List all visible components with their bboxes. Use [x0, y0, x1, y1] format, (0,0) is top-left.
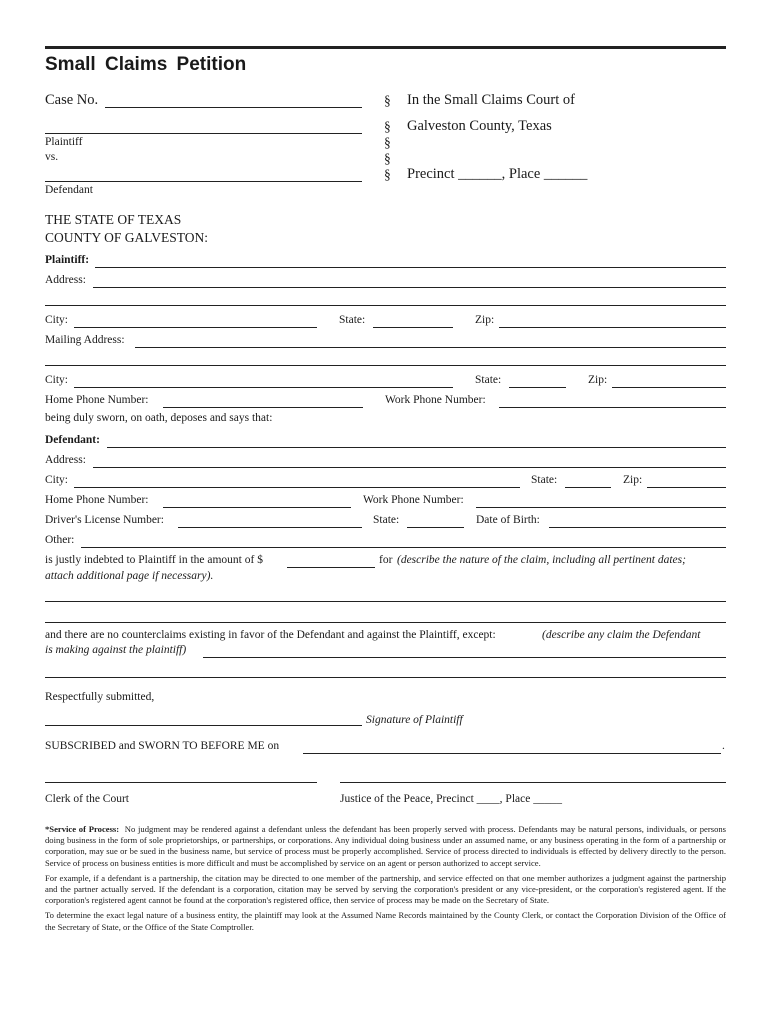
- defendant-name-input[interactable]: [107, 447, 726, 448]
- court-line-2: Galveston County, Texas: [407, 118, 552, 134]
- plaintiff-city-input[interactable]: [74, 327, 317, 328]
- defendant-home-phone-label: Home Phone Number:: [45, 494, 149, 506]
- plaintiff-work-phone-label: Work Phone Number:: [385, 394, 486, 406]
- claim-describe-text-2: attach additional page if necessary).: [45, 570, 214, 582]
- defendant-license-row: [45, 514, 726, 532]
- defendant-dob-label: Date of Birth:: [476, 514, 540, 526]
- plaintiff-home-phone-input[interactable]: [163, 407, 363, 408]
- defendant-city-row: [45, 474, 726, 492]
- plaintiff-address-line-2[interactable]: [45, 305, 726, 306]
- claim-description-line-2[interactable]: [45, 622, 726, 623]
- plaintiff-mailing-line-2[interactable]: [45, 365, 726, 366]
- claim-amount-text: is justly indebted to Plaintiff in the amount of $: [45, 554, 263, 566]
- subscribed-text: SUBSCRIBED and SWORN TO BEFORE ME on: [45, 740, 280, 752]
- counterclaim-text: and there are no counterclaims existing in favor of the Defendant and against the Plaintiff, except:: [45, 629, 496, 641]
- defendant-city-label: City:: [45, 474, 69, 486]
- defendant-city-input[interactable]: [74, 487, 520, 488]
- plaintiff-name-field[interactable]: [45, 133, 362, 134]
- plaintiff-city2-row: [45, 374, 726, 392]
- plaintiff-address-input[interactable]: [93, 287, 726, 288]
- top-rule: [45, 46, 726, 49]
- claim-describe-text: (describe the nature of the claim, including all pertinent dates;: [397, 554, 686, 566]
- plaintiff-row: [45, 254, 726, 272]
- section-mark: §: [384, 93, 391, 108]
- defendant-other-label: Other:: [45, 534, 75, 546]
- claim-description-line-1[interactable]: [45, 601, 726, 602]
- defendant-license-state-input[interactable]: [407, 527, 464, 528]
- defendant-state-label: State:: [531, 474, 558, 486]
- defendant-license-input[interactable]: [178, 527, 362, 528]
- plaintiff-city-row: [45, 314, 726, 332]
- defendant-work-phone-input[interactable]: [476, 507, 726, 508]
- section-mark: §: [384, 135, 391, 150]
- defendant-license-label: Driver's License Number:: [45, 514, 164, 526]
- precinct-line: Precinct ______, Place ______: [407, 166, 588, 182]
- defendant-address-row: [45, 454, 726, 472]
- defendant-dob-input[interactable]: [549, 527, 726, 528]
- section-mark: §: [384, 151, 391, 166]
- case-no-label: Case No.: [45, 92, 99, 108]
- notice-paragraph-2: For example, if a defendant is a partnership, the citation may be directed to one member of the partnership, and service effected on that one member authorizes a judgment against the partnership and the partner actually served. If the defendant is a corporation, citation may be served by serving the corporation's president or any vice-president, or the corporation's registered agent. If the corporation's registered agent cannot be found at the corporation's registered office, then service of process may be made on the Secretary of State.: [45, 872, 726, 906]
- plaintiff-state2-input[interactable]: [509, 387, 566, 388]
- section-mark: §: [384, 167, 391, 182]
- service-of-process-notice: [45, 824, 726, 937]
- clerk-label: Clerk of the Court: [45, 793, 129, 805]
- notice-p1-text: No judgment may be rendered against a defendant unless the defendant has been properly served with process. Defendants may be natural persons, individuals, or persons doing business in the form of sole proprietorships, or partnerships, or corporations. Any individual doing business under an assumed name, or any business operating in the form of a partnership or corporation, may sue or be sued in the business name, but service of process must be properly accomplished. Service of process directed to individuals is effected by delivery directly to the person. Service of process on business entities is more difficult and must be accomplished by service on an agent or person authorized to accept service.: [45, 824, 727, 868]
- claim-for-text: for: [379, 554, 393, 566]
- plaintiff-address-label: Address:: [45, 274, 86, 286]
- plaintiff-state-label: State:: [339, 314, 366, 326]
- defendant-zip-input[interactable]: [647, 487, 726, 488]
- plaintiff-caption-label: Plaintiff: [45, 136, 83, 148]
- notice-paragraph-1: [45, 824, 726, 869]
- notice-paragraph-3: To determine the exact legal nature of a business entity, the plaintiff may look at the Assumed Name Records maintained by the County Clerk, or contact the Corporation Division of the Office of the Secretary of State, or the Office of the State Comptroller.: [45, 910, 726, 932]
- plaintiff-city2-input[interactable]: [74, 387, 453, 388]
- defendant-name-field[interactable]: [45, 181, 362, 182]
- sworn-text: being duly sworn, on oath, deposes and says that:: [45, 412, 273, 424]
- defendant-heading: Defendant:: [45, 434, 100, 446]
- defendant-address-label: Address:: [45, 454, 86, 466]
- section-mark: §: [384, 119, 391, 134]
- defendant-home-phone-input[interactable]: [163, 507, 351, 508]
- plaintiff-zip2-input[interactable]: [612, 387, 726, 388]
- plaintiff-heading: Plaintiff:: [45, 254, 90, 266]
- defendant-zip-label: Zip:: [623, 474, 643, 486]
- plaintiff-zip-label: Zip:: [475, 314, 495, 326]
- plaintiff-city-label: City:: [45, 314, 69, 326]
- plaintiff-zip-input[interactable]: [499, 327, 726, 328]
- defendant-state-input[interactable]: [565, 487, 611, 488]
- page-title: Small Claims Petition: [45, 54, 247, 75]
- counterclaim-line-2[interactable]: [45, 677, 726, 678]
- plaintiff-state2-label: State:: [475, 374, 502, 386]
- plaintiff-state-input[interactable]: [373, 327, 453, 328]
- defendant-phone-row: [45, 494, 726, 512]
- plaintiff-phone-row: [45, 394, 726, 412]
- plaintiff-zip2-label: Zip:: [588, 374, 608, 386]
- counterclaim-describe-2: is making against the plaintiff): [45, 644, 187, 656]
- plaintiff-work-phone-input[interactable]: [499, 407, 726, 408]
- claim-amount-input[interactable]: [287, 567, 375, 568]
- plaintiff-mailing-input[interactable]: [135, 347, 726, 348]
- plaintiff-mailing-label: Mailing Address:: [45, 334, 125, 346]
- justice-signature-input[interactable]: [340, 782, 726, 783]
- respectfully-text: Respectfully submitted,: [45, 691, 155, 703]
- plaintiff-name-input[interactable]: [95, 267, 726, 268]
- subscribed-row: [45, 740, 726, 758]
- plaintiff-mailing-row: [45, 334, 726, 352]
- defendant-work-phone-label: Work Phone Number:: [363, 494, 464, 506]
- subscribed-period: .: [722, 740, 725, 752]
- signature-input[interactable]: [45, 725, 362, 726]
- justice-label: Justice of the Peace, Precinct ____, Place _____: [340, 793, 562, 805]
- counterclaim-input[interactable]: [203, 657, 726, 658]
- court-line-1: In the Small Claims Court of: [407, 92, 575, 108]
- defendant-other-input[interactable]: [81, 547, 726, 548]
- state-line: THE STATE OF TEXAS: [45, 212, 182, 227]
- case-no-field[interactable]: [105, 107, 362, 108]
- signature-label: Signature of Plaintiff: [366, 714, 463, 726]
- vs-label: vs.: [45, 151, 59, 163]
- defendant-other-row: [45, 534, 726, 552]
- defendant-address-input[interactable]: [93, 467, 726, 468]
- plaintiff-city2-label: City:: [45, 374, 69, 386]
- subscribed-date-input[interactable]: [303, 753, 721, 754]
- plaintiff-home-phone-label: Home Phone Number:: [45, 394, 149, 406]
- defendant-caption-label: Defendant: [45, 184, 93, 196]
- defendant-row: [45, 434, 726, 452]
- counterclaim-describe: (describe any claim the Defendant: [542, 629, 701, 641]
- defendant-license-state-label: State:: [373, 514, 400, 526]
- county-line: COUNTY OF GALVESTON:: [45, 230, 209, 245]
- clerk-signature-input[interactable]: [45, 782, 317, 783]
- plaintiff-address-row: [45, 274, 726, 292]
- notice-heading: *Service of Process:: [45, 824, 120, 834]
- counterclaim-row-2: [45, 644, 726, 662]
